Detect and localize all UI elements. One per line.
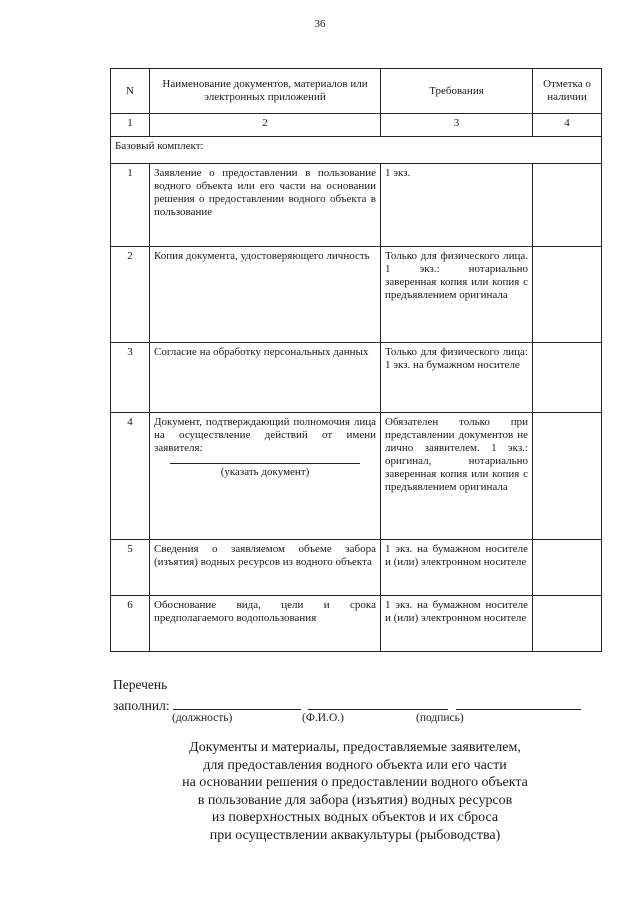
row-mark-cell[interactable] — [533, 596, 602, 652]
column-number: 3 — [381, 114, 533, 137]
full-name-field[interactable] — [308, 697, 448, 710]
row-document-name: Обоснование вида, цели и срока предполагаемого водопользования — [150, 596, 381, 652]
heading-line: для предоставления водного объекта или его части — [203, 757, 507, 773]
row-document-name: Копия документа, удостоверяющего личность — [150, 247, 381, 343]
row-document-name: Заявление о предоставлении в пользование водного объекта или его части на основании решения о предоставлении водного объекта в пользование — [150, 164, 381, 247]
row-document-name — [150, 413, 381, 540]
filled-by-text: заполнил: — [113, 698, 170, 713]
row-mark-cell[interactable] — [533, 343, 602, 413]
section-title: Базовый комплект: — [111, 137, 602, 164]
row-requirement: Обязателен только при представлении документов не лично заявителем. 1 экз.: оригинал, нотариально заверенная копия или копия с предъявлением оригинала — [381, 413, 533, 540]
header-requirements: Требования — [381, 69, 533, 114]
heading-line: Документы и материалы, предоставляемые заявителем, — [189, 740, 521, 755]
row-number: 3 — [111, 343, 150, 413]
list-label: Перечень — [113, 677, 168, 692]
heading-line: на основании решения о предоставлении водного объекта — [182, 775, 528, 790]
position-field[interactable] — [173, 697, 301, 710]
table-header-row — [111, 69, 602, 114]
row-number: 1 — [111, 164, 150, 247]
column-number: 4 — [533, 114, 602, 137]
table-row — [111, 413, 602, 540]
row-requirement: 1 экз. — [381, 164, 533, 247]
signature-field[interactable] — [456, 697, 581, 710]
header-n: N — [111, 69, 150, 114]
documents-table — [110, 68, 602, 652]
table-row — [111, 596, 602, 652]
table-row — [111, 247, 602, 343]
full-name-caption: (Ф.И.О.) — [302, 712, 344, 724]
table-row — [111, 540, 602, 596]
table-row — [111, 343, 602, 413]
table-row — [111, 164, 602, 247]
row-requirement: Только для физического лица: 1 экз. на бумажном носителе — [381, 343, 533, 413]
row-mark-cell[interactable] — [533, 540, 602, 596]
row-document-name: Сведения о заявляемом объеме забора (изъятия) водных ресурсов из водного объекта — [150, 540, 381, 596]
row-number: 4 — [111, 413, 150, 540]
heading-line: при осуществлении аквакультуры (рыбоводства) — [209, 827, 501, 843]
position-caption: (должность) — [172, 712, 233, 724]
column-number: 2 — [150, 114, 381, 137]
signature-caption: (подпись) — [416, 712, 464, 724]
row-number: 6 — [111, 596, 150, 652]
section-row — [111, 137, 602, 164]
row-mark-cell[interactable] — [533, 164, 602, 247]
row-number: 2 — [111, 247, 150, 343]
column-number: 1 — [111, 114, 150, 137]
row-document-name-text: Документ, подтверждающий полномочия лица на осуществление действий от имени заявителя: — [154, 416, 376, 454]
row-number: 5 — [111, 540, 150, 596]
row-requirement: 1 экз. на бумажном носителе и (или) электронном носителе — [381, 540, 533, 596]
fill-in-note: (указать документ) — [220, 466, 310, 478]
page-number: 36 — [314, 18, 326, 30]
row-document-name: Согласие на обработку персональных данных — [150, 343, 381, 413]
header-name: Наименование документов, материалов или электронных приложений — [150, 69, 381, 114]
fill-in-line[interactable] — [170, 463, 360, 464]
heading-line: из поверхностных водных объектов и их сброса — [211, 810, 499, 825]
row-mark-cell[interactable] — [533, 247, 602, 343]
row-mark-cell[interactable] — [533, 413, 602, 540]
header-mark: Отметка о наличии — [533, 69, 602, 114]
document-heading — [110, 739, 600, 844]
heading-line: в пользование для забора (изъятия) водных ресурсов — [197, 792, 513, 808]
row-requirement: 1 экз. на бумажном носителе и (или) электронном носителе — [381, 596, 533, 652]
column-number-row — [111, 114, 602, 137]
row-requirement: Только для физического лица. 1 экз.: нотариально заверенная копия или копия с предъявлением оригинала — [381, 247, 533, 343]
filled-by-label — [113, 676, 167, 693]
